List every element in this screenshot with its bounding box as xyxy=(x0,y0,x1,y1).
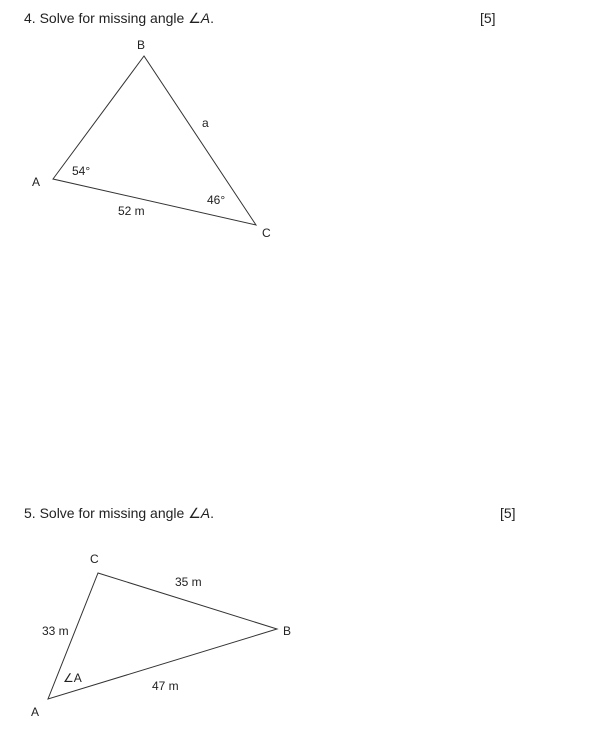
triangle-5-side-ac-label: 33 m xyxy=(42,624,69,638)
triangle-5-angle-a-label: ∠A xyxy=(63,671,82,685)
triangle-figure-4 xyxy=(0,0,616,250)
question-4-angle-symbol: ∠ xyxy=(188,10,201,26)
triangle-5-vertex-c: C xyxy=(90,552,99,566)
question-5-prefix: 5. Solve for missing angle xyxy=(24,505,189,521)
triangle-4-outline xyxy=(53,56,256,225)
question-4-prefix: 4. Solve for missing angle xyxy=(24,10,189,26)
question-4-suffix: . xyxy=(210,10,214,26)
triangle-4-vertex-c: C xyxy=(262,226,271,240)
triangle-5-vertex-a: A xyxy=(31,705,40,719)
triangle-4-vertex-b: B xyxy=(137,38,146,52)
question-5-suffix: . xyxy=(210,505,214,521)
question-5-marks: [5] xyxy=(500,505,516,521)
triangle-5-side-cb-label: 35 m xyxy=(175,575,202,589)
triangle-figure-5 xyxy=(0,500,616,730)
question-4-angle-var: A xyxy=(200,10,211,26)
triangle-4-side-a-label: a xyxy=(202,116,209,130)
triangle-5-vertex-b: B xyxy=(283,624,292,638)
triangle-4-side-ac-label: 52 m xyxy=(118,204,145,218)
triangle-4-angle-c-label: 46° xyxy=(207,193,226,207)
question-4-marks: [5] xyxy=(480,10,496,26)
triangle-5-side-ab-label: 47 m xyxy=(152,679,179,693)
question-5-angle-var: A xyxy=(200,505,211,521)
triangle-4-vertex-a: A xyxy=(32,175,41,189)
question-5-angle-symbol: ∠ xyxy=(188,505,201,521)
triangle-4-angle-a-label: 54° xyxy=(72,164,91,178)
